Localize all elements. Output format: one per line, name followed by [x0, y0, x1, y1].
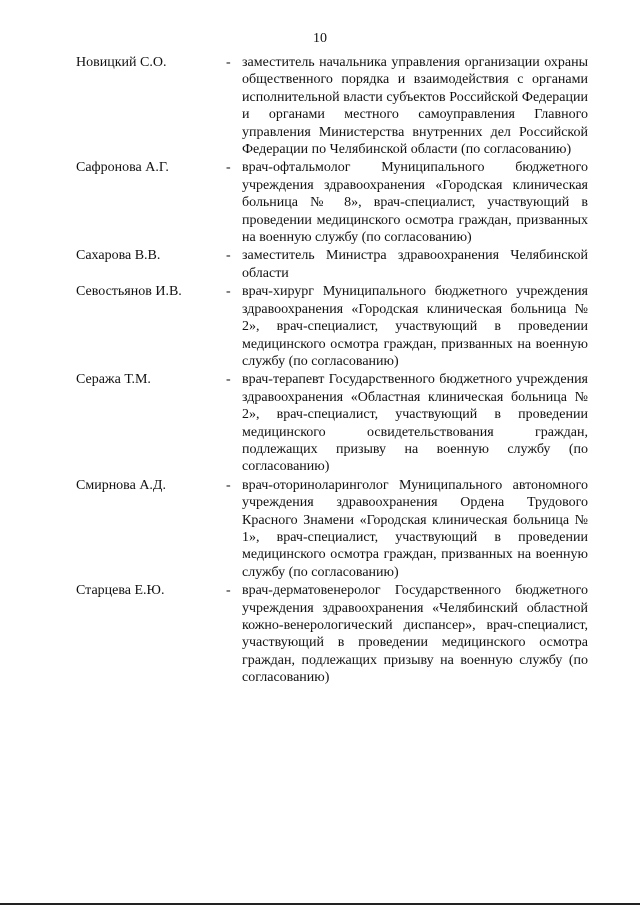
member-position: врач-дерматовенеролог Государственного бюджетного учреждения здравоохранения «Челябинский областной кожно-венерологический диспансер», врач-специалист, участвующий в проведении медицинского осмотра граждан, подлежащих призыву на военную службу (по согласованию)	[242, 583, 588, 686]
member-name: Сафронова А.Г.	[76, 160, 169, 176]
list-item	[76, 371, 588, 475]
member-position: заместитель Министра здравоохранения Челябинской области	[242, 248, 588, 281]
list-item	[76, 582, 588, 686]
member-name: Севостьянов И.В.	[76, 284, 182, 300]
list-item	[76, 54, 588, 158]
member-name: Сеража Т.М.	[76, 372, 151, 388]
member-list	[76, 54, 588, 687]
member-position: врач-терапевт Государственного бюджетного учреждения здравоохранения «Областная клиническая больница № 2», врач-специалист, участвующий в проведении медицинского освидетельствования граждан, подлежащих призыву на военную службу (по согласованию)	[242, 372, 588, 475]
dash-separator: -	[226, 248, 231, 264]
member-name: Смирнова А.Д.	[76, 477, 166, 493]
dash-separator: -	[226, 372, 231, 388]
dash-separator: -	[226, 284, 231, 300]
dash-separator: -	[226, 55, 231, 70]
member-position: врач-офтальмолог Муниципального бюджетного учреждения здравоохранения «Городская клиническая больница № 8», врач-специалист, участвующий в проведении медицинского осмотра граждан, призванных на военную службу (по согласованию)	[242, 160, 588, 246]
list-item	[76, 477, 588, 581]
member-name: Новицкий С.О.	[76, 55, 167, 70]
list-item	[76, 283, 588, 370]
member-name: Старцева Е.Ю.	[76, 583, 165, 599]
member-position: врач-хирург Муниципального бюджетного учреждения здравоохранения «Городская клиническая больница № 2», врач-специалист, участвующий в проведении медицинского осмотра граждан, призванных на военную службу (по согласованию)	[242, 284, 588, 369]
page-number: 10	[313, 31, 327, 46]
member-position: врач-оториноларинголог Муниципального автономного учреждения здравоохранения Ордена Трудового Красного Знамени «Городская клиническая больница № 1», врач-специалист, участвующий в проведении медицинского осмотра граждан, призванных на военную службу (по согласованию)	[242, 477, 588, 580]
member-name: Сахарова В.В.	[76, 248, 161, 264]
dash-separator: -	[226, 160, 231, 176]
list-item	[76, 159, 588, 246]
dash-separator: -	[226, 477, 231, 493]
member-position: заместитель начальника управления организации охраны общественного порядка и взаимодействия с органами исполнительной власти субъектов Российской Федерации и органами местного самоуправления Главного управления Министерства внутренних дел Российской Федерации по Челябинской области (по согласованию)	[242, 55, 588, 158]
dash-separator: -	[226, 583, 231, 599]
list-item	[76, 247, 588, 282]
